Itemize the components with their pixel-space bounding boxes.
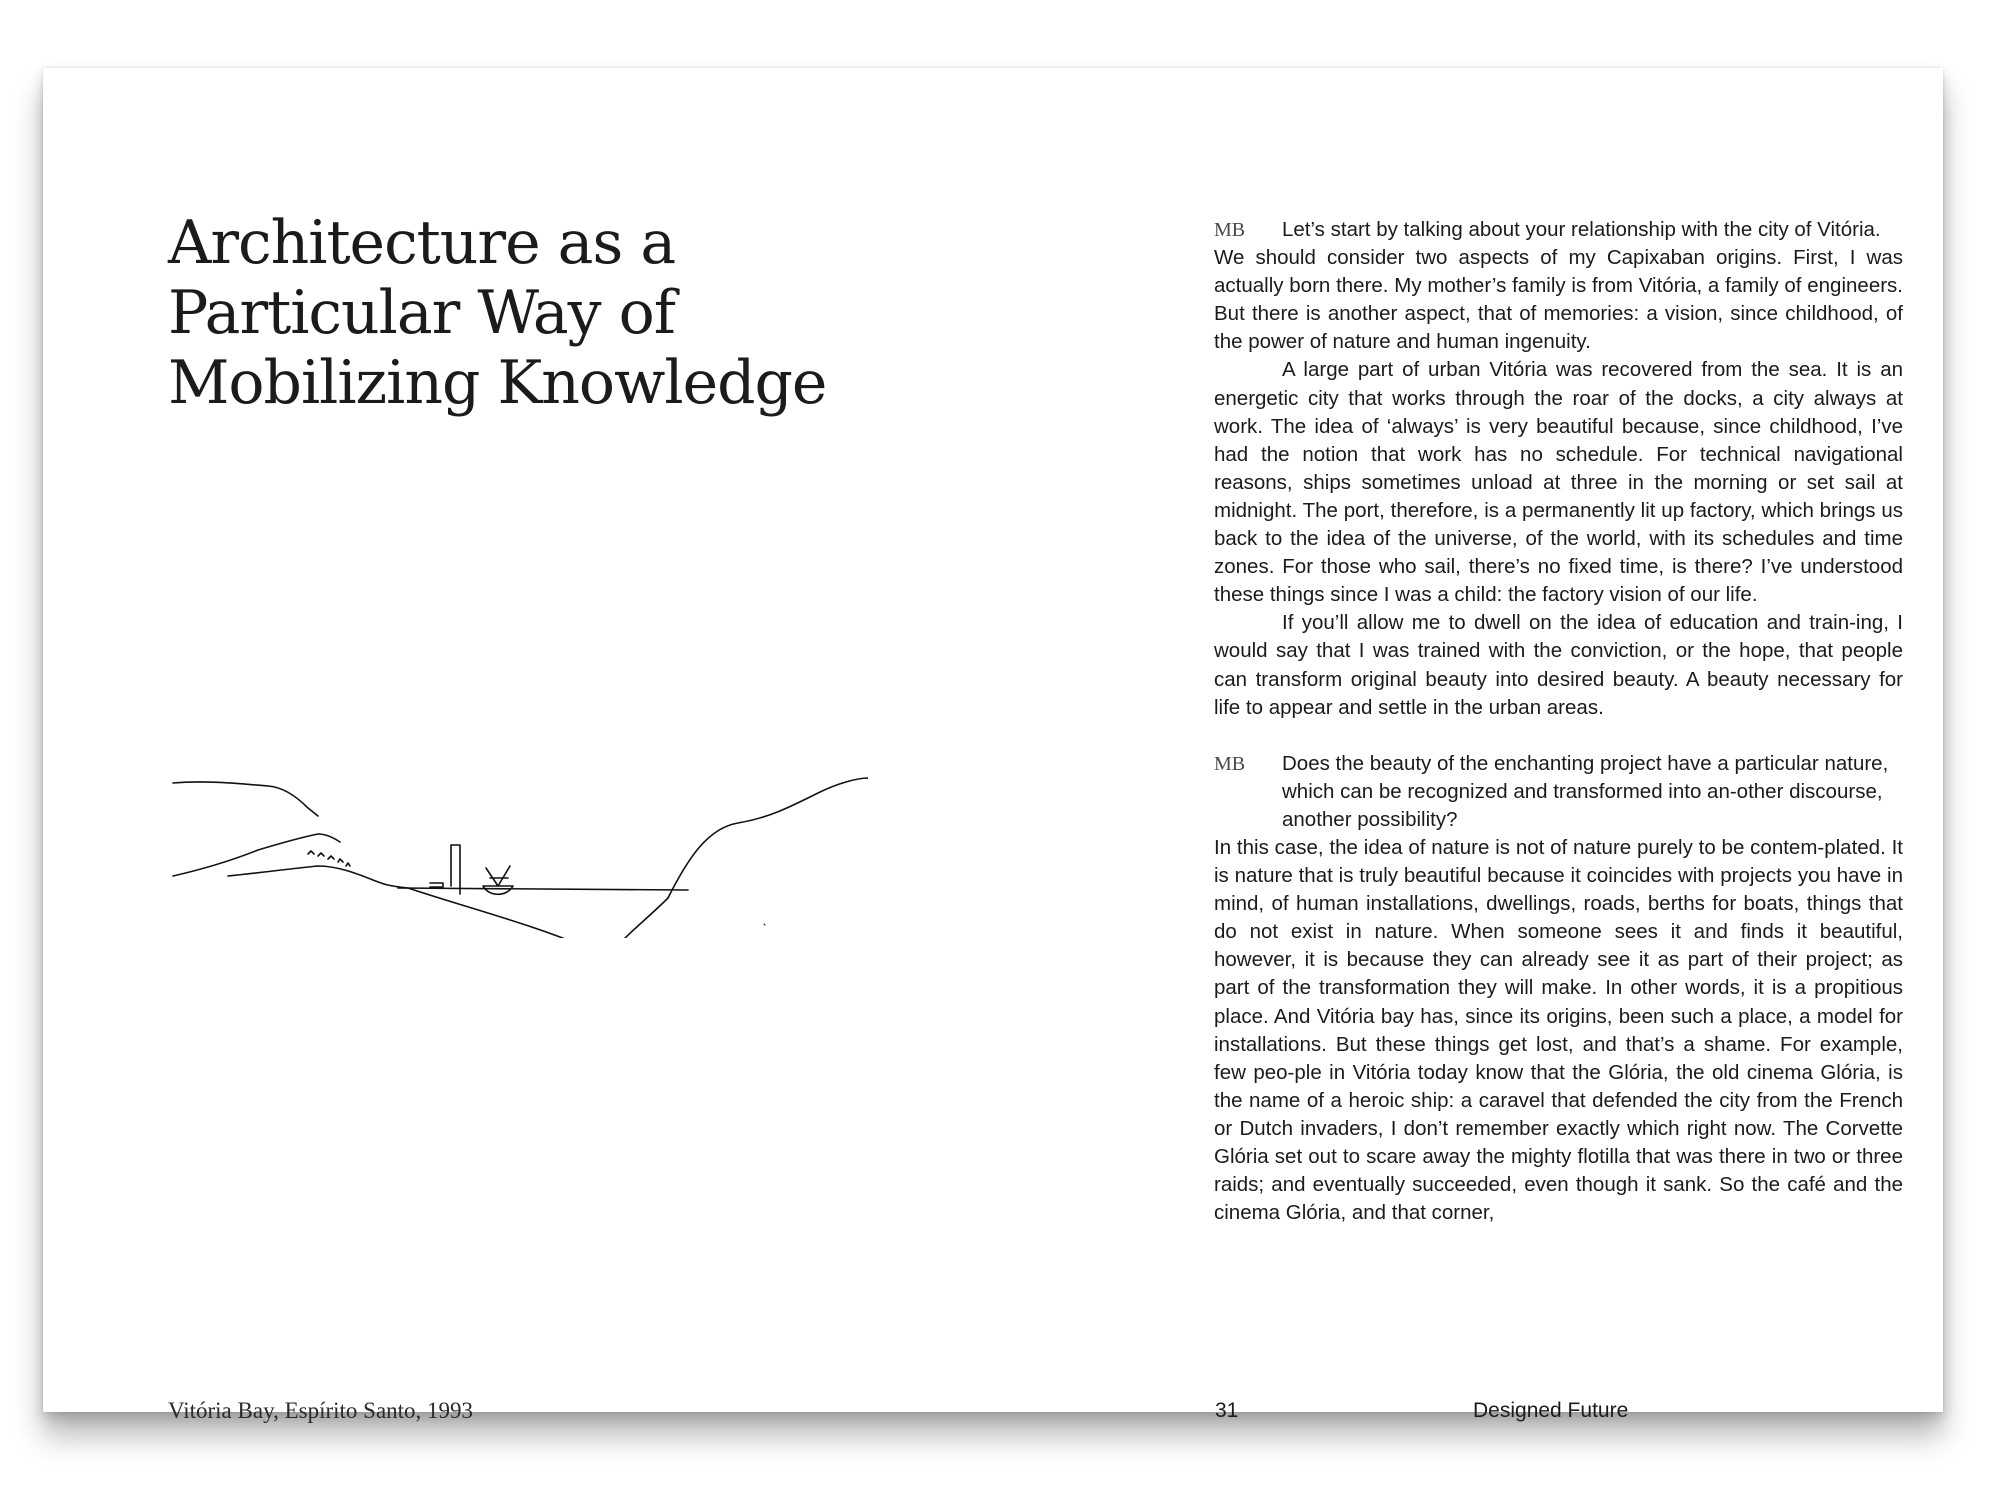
chapter-title	[168, 208, 826, 418]
landscape-bay-sketch-icon	[168, 738, 868, 938]
sketch-ridge-line	[173, 782, 318, 816]
book-spread	[43, 68, 1943, 1423]
page-number: 31	[1215, 1399, 1239, 1422]
question-text: Let’s start by talking about your relationship with the city of Vitória.	[1282, 218, 1881, 241]
speaker-initials: MB	[1214, 219, 1246, 241]
sketch-figures	[308, 851, 350, 866]
title-line: Architecture as a	[168, 208, 676, 278]
section-spacer	[1214, 722, 1903, 750]
image-caption: Vitória Bay, Espírito Santo, 1993	[168, 1398, 474, 1423]
sketch-pier-small	[430, 883, 443, 887]
sketch-left-slope	[173, 834, 340, 876]
sketch-shore-line	[228, 866, 408, 888]
answer-paragraph: In this case, the idea of nature is not of nature purely to be contem-plated. It is nature that is truly beautiful because it coincides with projects you have in mind, of human installations, dwellings, roads, berths for boats, things that do not exist in nature. When someone sees it and finds it beautiful, however, it is because they can already see it as part of their project; as part of the transformation they will make. In other words, it is a propitious place. And Vitória bay has, since its origins, been such a place, a model for installations. But these things get lost, and that’s a shame. For example, few peo-ple in Vitória today know that the Glória, the old cinema Glória, is the name of a heroic ship: a caravel that defended the city from the French or Dutch invaders, I don’t remember exactly which right now. The Corvette Glória set out to scare away the mighty flotilla that was there in two or three raids; and eventually succeeded, even though it sank. So the café and the cinema Glória, and that corner,	[1214, 835, 1903, 1225]
speaker-initials: MB	[1214, 752, 1246, 775]
sketch-right-mountain	[668, 778, 868, 898]
running-head: Designed Future	[1473, 1399, 1629, 1422]
answer-paragraph: A large part of urban Vitória was recovered from the sea. It is an energetic city that works through the roar of the docks, a city always at work. The idea of ‘always’ is very beautiful because, since childhood, I’ve had the notion that work has no schedule. For technical navigational reasons, ships sometimes unload at three in the morning or set sail at midnight. The port, therefore, is a permanently lit up factory, which brings us back to the idea of the universe, of the world, with its schedules and time zones. For those who sail, there’s no fixed time, is there? I’ve understood these things since I was a child: the factory vision of our life.	[1214, 358, 1903, 607]
interview-question	[1214, 750, 1903, 834]
answer-paragraph: We should consider two aspects of my Capixaban origins. First, I was actually born there. My mother’s family is from Vitória, a family of engineers. But there is another aspect, that of memories: a vision, since childhood, of the power of nature and human ingenuity.	[1214, 246, 1903, 354]
sketch-boat	[483, 866, 513, 894]
interview-text	[1214, 216, 1903, 1227]
interview-question	[1214, 216, 1903, 244]
title-line: Mobilizing Knowledge	[168, 348, 827, 418]
answer-paragraph: If you’ll allow me to dwell on the idea of education and train-ing, I would say that I was trained with the conviction, or the hope, that people can transform original beauty into desired beauty. A beauty necessary for life to appear and settle in the urban areas.	[1214, 611, 1903, 719]
sketch-pier	[451, 845, 460, 894]
sketch-water-line	[398, 888, 688, 890]
title-line: Particular Way of	[168, 278, 675, 348]
question-text: Does the beauty of the enchanting project have a particular nature, which can be recognized and transformed into an-other discourse, another possibility?	[1282, 751, 1889, 831]
sketch-seabed	[408, 888, 668, 938]
sketch-mark	[764, 924, 765, 925]
